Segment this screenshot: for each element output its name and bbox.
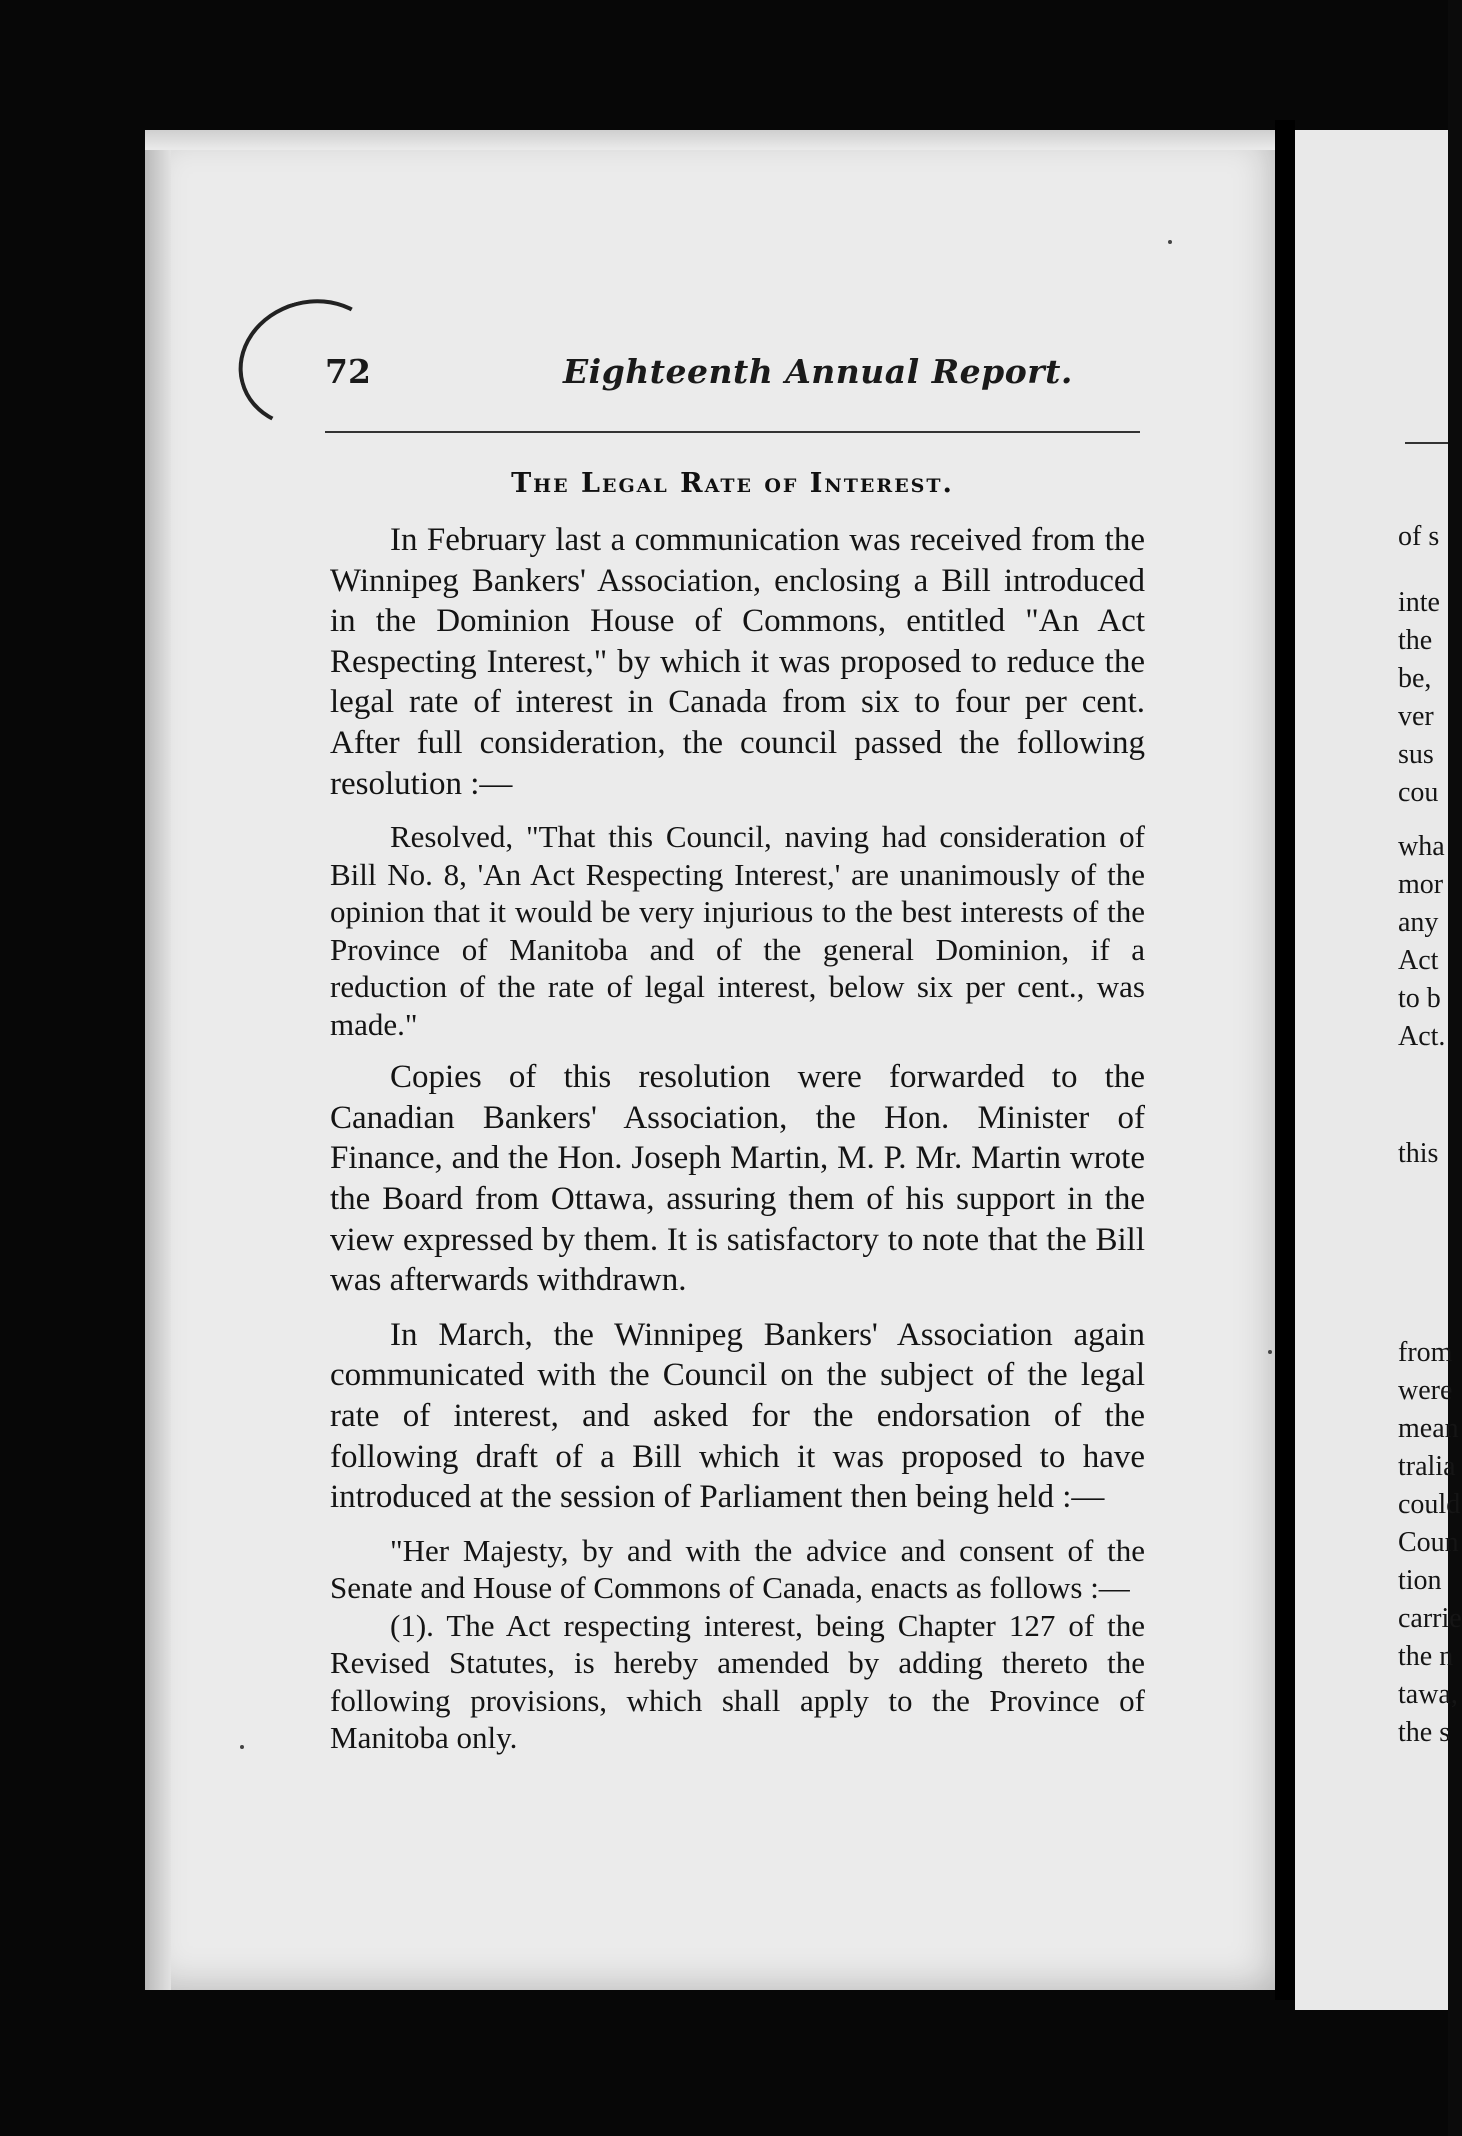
body-text (330, 520, 1145, 1757)
scan-speck (1168, 240, 1172, 244)
facing-page-text-group (1398, 518, 1458, 556)
facing-page-fragment: carrie (1398, 1603, 1462, 1634)
facing-page-fragment: wha (1398, 831, 1445, 862)
facing-page-fragment: be, (1398, 663, 1432, 694)
facing-page-fragment: tion (1398, 1565, 1442, 1596)
paragraph-resolution: Resolved, "That this Council, naving had consideration of Bill No. 8, 'An Act Respecting Interest,' are unanimously of the opinion that it would be very injurious to the best interests of the Province of Manitoba and of the general Dominion, if a reduction of the rate of legal interest, below six per cent., was made." (330, 819, 1145, 1042)
paragraph-3: Copies of this resolution were forwarded to the Canadian Bankers' Association, the Hon. Minister of Finance, and the Hon. Joseph Martin, M. P. Mr. Martin wrote the Board from Ottawa, assuring them of his support in the view expressed by them. It is satisfactory to note that the Bill was afterwards withdrawn. (330, 1059, 1145, 1299)
running-title: Eighteenth Annual Report. (563, 352, 1073, 391)
facing-page-fragment: the (1398, 625, 1433, 656)
facing-page-text-group (1398, 584, 1458, 812)
header-rule (325, 431, 1140, 433)
facing-page-fragment: mean (1398, 1413, 1459, 1444)
facing-page-fragment: Act. (1398, 1021, 1446, 1052)
facing-page-fragment: the s (1398, 1717, 1451, 1748)
facing-page-fragment: Act (1398, 945, 1439, 976)
facing-page-fragment: tralia (1398, 1451, 1456, 1482)
facing-page-fragment: of s (1398, 521, 1440, 552)
scan-speck (240, 1745, 244, 1749)
facing-page-fragment: to b (1398, 983, 1441, 1014)
page-edge-shadow (145, 130, 171, 1990)
scan-speck (1268, 1350, 1272, 1354)
paragraph-bill-preamble: "Her Majesty, by and with the advice and consent of the Senate and House of Commons of Canada, enacts as follows :— (330, 1532, 1145, 1606)
facing-page-fragment: tawa, (1398, 1679, 1458, 1710)
facing-page-fragment: Coun (1398, 1527, 1459, 1558)
facing-page-fragment: the n (1398, 1641, 1454, 1672)
facing-page-fragment: cou (1398, 777, 1439, 808)
facing-page-fragment: this (1398, 1138, 1439, 1169)
facing-page-fragment: ver (1398, 701, 1434, 732)
facing-page-text-group (1398, 1334, 1462, 1752)
facing-page-text-group (1398, 828, 1458, 1056)
facing-page-fragment: mor (1398, 869, 1444, 900)
facing-page-fragment: could (1398, 1489, 1461, 1520)
facing-page-fragment: from (1398, 1337, 1453, 1368)
facing-page-fragment: were (1398, 1375, 1453, 1406)
facing-page-text-group (1398, 1135, 1458, 1173)
page-header (325, 352, 1145, 402)
page-top-shadow (145, 130, 1275, 150)
paragraph-1: In February last a communication was received from the Winnipeg Bankers' Association, enclosing a Bill introduced in the Dominion House of Commons, entitled "An Act Respecting Interest," by which it was proposed to reduce the legal rate of interest in Canada from six to four per cent. After full consideration, the council passed the following resolution :— (330, 522, 1145, 802)
section-title: The Legal Rate of Interest. (511, 468, 954, 499)
facing-page-fragment: any (1398, 907, 1439, 938)
book-gutter (1275, 120, 1295, 2000)
paragraph-bill-clause-1: (1). The Act respecting interest, being Chapter 127 of the Revised Statutes, is hereby amended by adding thereto the following provisions, which shall apply to the Province of Manitoba only. (330, 1607, 1145, 1756)
facing-page-fragment: sus (1398, 739, 1434, 770)
page-number: 72 (325, 352, 371, 391)
facing-page-fragment: inte (1398, 587, 1440, 618)
paragraph-4: In March, the Winnipeg Bankers' Association again communicated with the Council on the subject of the legal rate of interest, and asked for the endorsation of the following draft of a Bill which it was proposed to have introduced at the session of Parliament then being held :— (330, 1316, 1145, 1516)
facing-page-rule (1405, 442, 1448, 444)
